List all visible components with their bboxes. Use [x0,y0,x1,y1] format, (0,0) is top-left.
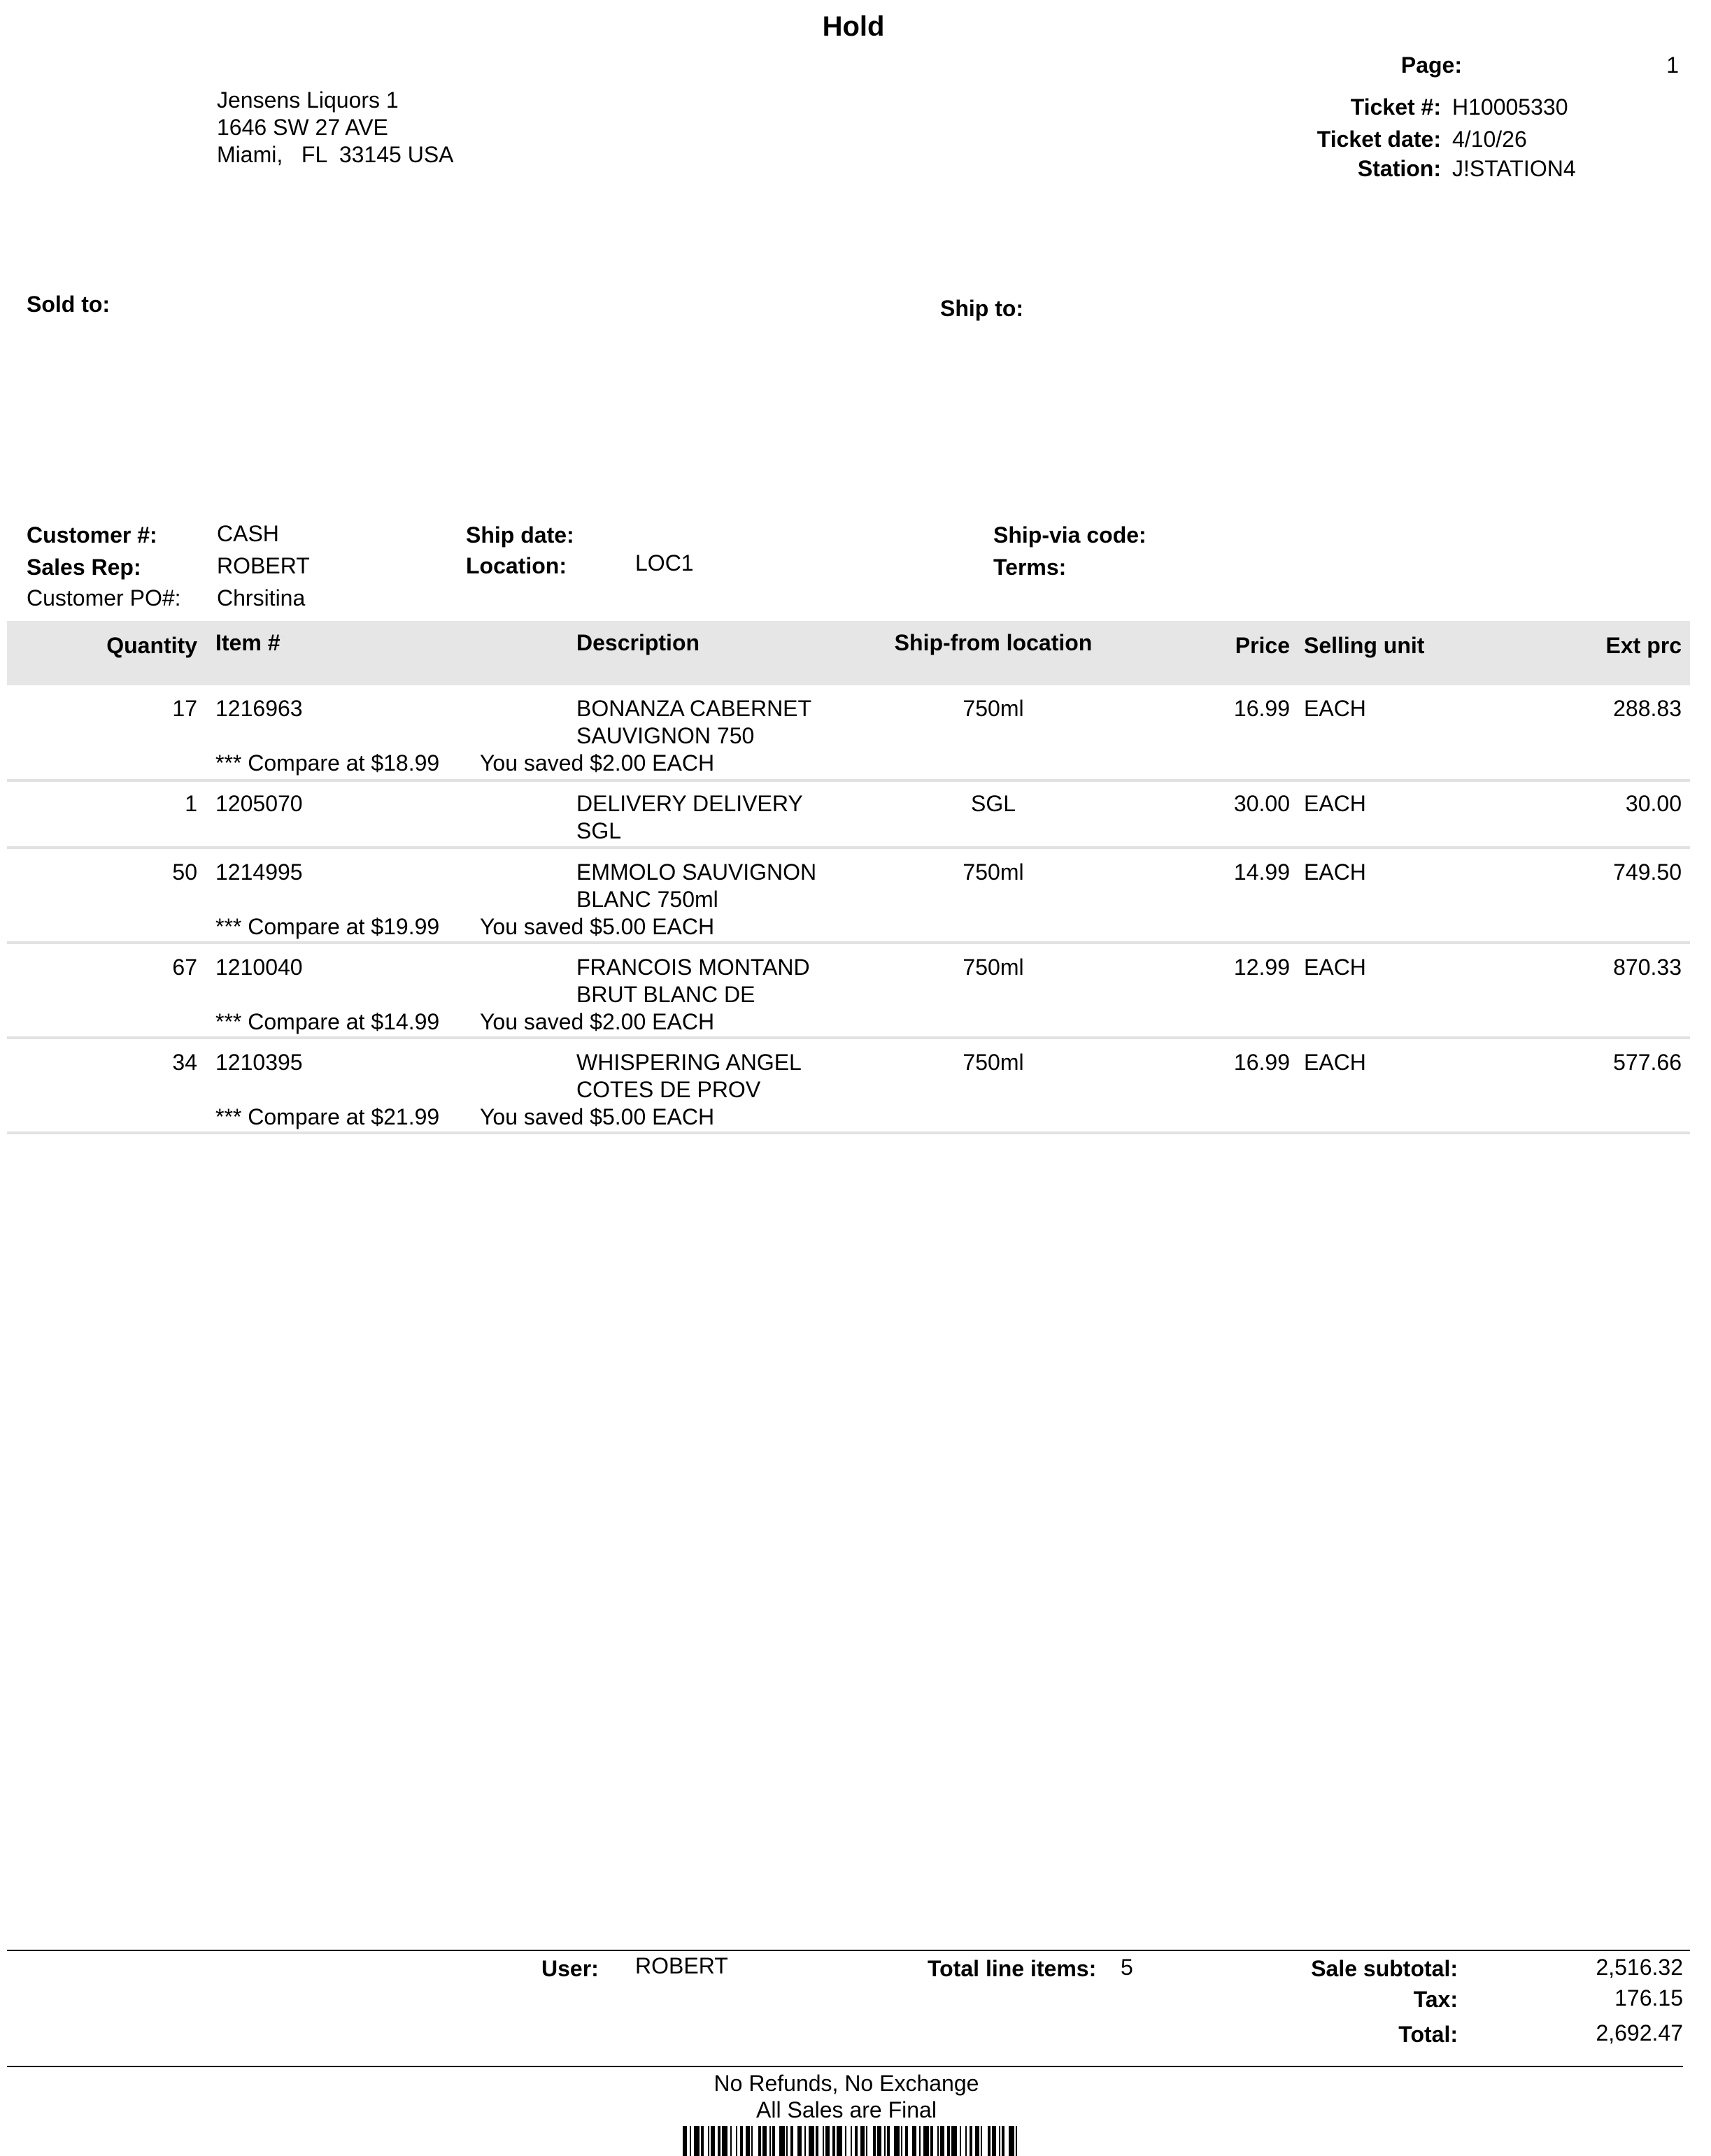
header-item: Item # [215,630,281,655]
store-city: Miami, FL 33145 USA [217,142,454,167]
row-quantity: 1 [185,791,197,816]
row-description-line1: FRANCOIS MONTAND [576,955,810,980]
row-divider [7,1131,1690,1134]
row-compare-price: *** Compare at $14.99 [215,1009,440,1034]
location-value: LOC1 [635,550,694,576]
tax-label: Tax: [1413,1987,1458,2012]
row-item-number: 1214995 [215,859,303,885]
row-price: 30.00 [1233,791,1290,816]
row-description-line1: BONANZA CABERNET [576,696,812,721]
customer-po-label: Customer PO#: [27,585,181,611]
station-label: Station: [1357,156,1441,181]
sales-rep: ROBERT [217,553,310,578]
ticket-date-label: Ticket date: [1316,127,1441,152]
row-selling-unit: EACH [1304,696,1366,721]
header-quantity: Quantity [106,633,197,658]
ticket-number: H10005330 [1452,94,1568,120]
row-price: 16.99 [1233,696,1290,721]
header-selling-unit: Selling unit [1304,633,1425,658]
row-ship-from: 750ml [963,859,1024,885]
row-ship-from: 750ml [963,696,1024,721]
row-savings: You saved $2.00 EACH [480,1009,715,1034]
row-price: 12.99 [1233,955,1290,980]
ticket-number-label: Ticket #: [1350,94,1441,120]
row-selling-unit: EACH [1304,859,1366,885]
row-quantity: 67 [172,955,197,980]
total-line-items: 5 [1121,1955,1133,1980]
row-selling-unit: EACH [1304,791,1366,816]
row-savings: You saved $5.00 EACH [480,1104,715,1129]
row-ext-price: 577.66 [1613,1050,1682,1075]
barcode [683,2126,1018,2156]
row-compare-price: *** Compare at $19.99 [215,914,440,939]
row-description-line1: WHISPERING ANGEL [576,1050,802,1075]
footer-rule-top [7,1950,1690,1951]
row-description-line2: SGL [576,818,622,843]
customer-number-label: Customer #: [27,522,157,548]
sales-final-notice: All Sales are Final [756,2097,937,2122]
ship-date-label: Ship date: [466,522,574,548]
row-description-line2: SAUVIGNON 750 [576,723,755,748]
row-item-number: 1210395 [215,1050,303,1075]
tax-value: 176.15 [1614,1985,1683,2011]
row-description-line1: EMMOLO SAUVIGNON [576,859,817,885]
row-ext-price: 288.83 [1613,696,1682,721]
row-description-line1: DELIVERY DELIVERY [576,791,803,816]
ship-via-label: Ship-via code: [993,522,1146,548]
row-ship-from: 750ml [963,1050,1024,1075]
footer-rule-bottom [7,2066,1683,2067]
row-compare-price: *** Compare at $21.99 [215,1104,440,1129]
row-item-number: 1210040 [215,955,303,980]
row-description-line2: COTES DE PROV [576,1077,761,1102]
row-divider [7,779,1690,782]
row-selling-unit: EACH [1304,955,1366,980]
store-name: Jensens Liquors 1 [217,87,399,113]
user-label: User: [541,1956,599,1981]
customer-po: Chrsitina [217,585,306,611]
row-ship-from: 750ml [963,955,1024,980]
ticket-date: 4/10/26 [1452,127,1527,152]
header-description: Description [576,630,700,655]
subtotal-label: Sale subtotal: [1311,1956,1458,1981]
sales-rep-label: Sales Rep: [27,555,141,580]
refund-policy: No Refunds, No Exchange [713,2071,979,2096]
row-quantity: 34 [172,1050,197,1075]
total-line-items-label: Total line items: [928,1956,1097,1981]
header-ext-price: Ext prc [1605,633,1682,658]
row-savings: You saved $2.00 EACH [480,750,715,776]
row-divider [7,846,1690,849]
row-description-line2: BRUT BLANC DE [576,982,755,1007]
total-label: Total: [1398,2022,1458,2047]
station-value: J!STATION4 [1452,156,1576,181]
sold-to-label: Sold to: [27,292,111,317]
row-price: 16.99 [1233,1050,1290,1075]
row-quantity: 50 [172,859,197,885]
page-label: Page: [1400,52,1462,78]
row-selling-unit: EACH [1304,1050,1366,1075]
header-ship-from: Ship-from location [894,630,1093,655]
row-ext-price: 30.00 [1625,791,1682,816]
row-item-number: 1205070 [215,791,303,816]
ship-to-label: Ship to: [940,296,1024,321]
row-item-number: 1216963 [215,696,303,721]
document-title: Hold [822,11,885,42]
row-divider [7,1036,1690,1039]
store-street: 1646 SW 27 AVE [217,115,388,140]
location-label: Location: [466,553,567,578]
page-number: 1 [1666,52,1679,78]
row-divider [7,941,1690,944]
row-ship-from: SGL [970,791,1016,816]
customer-number: CASH [217,521,279,546]
row-ext-price: 870.33 [1613,955,1682,980]
total-value: 2,692.47 [1596,2020,1683,2046]
row-price: 14.99 [1233,859,1290,885]
row-description-line2: BLANC 750ml [576,887,718,912]
row-ext-price: 749.50 [1613,859,1682,885]
row-quantity: 17 [172,696,197,721]
subtotal-value: 2,516.32 [1596,1955,1683,1980]
user-value: ROBERT [635,1953,728,1978]
row-compare-price: *** Compare at $18.99 [215,750,440,776]
row-savings: You saved $5.00 EACH [480,914,715,939]
terms-label: Terms: [993,555,1067,580]
header-price: Price [1235,633,1290,658]
